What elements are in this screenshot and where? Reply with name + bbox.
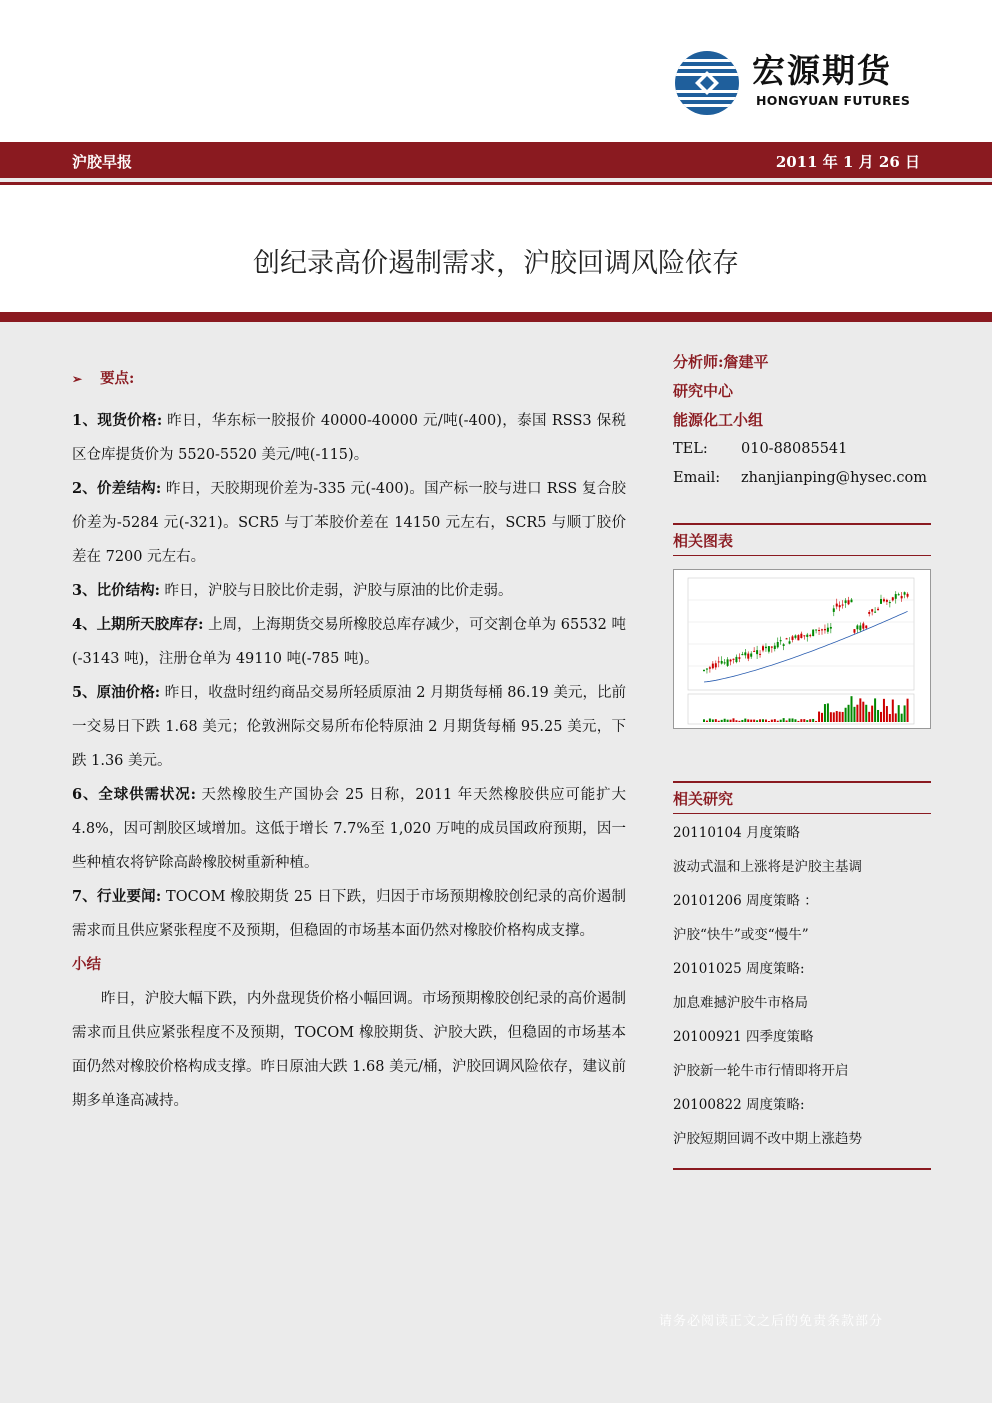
- key-point-head: 7、行业要闻:: [72, 888, 162, 905]
- key-point-text: 昨日，天胶期现价差为-335 元(-400)。国产标一胶与进口 RSS 复合胶价差为-5284 元(-321)。SCR5 与丁苯胶价差在 14150 元左右，SCR5 与顺丁胶价差在 7200 元左右。: [72, 481, 626, 565]
- key-point-head: 4、上期所天胶库存:: [72, 616, 204, 633]
- brand-name-en: HONGYUAN FUTURES: [756, 93, 911, 108]
- report-band: [0, 142, 992, 178]
- key-point-text: 昨日，华东标一胶报价 40000-40000 元/吨(-400)，泰国 RSS3 保税区仓库提货价为 5520-5520 美元/吨(-115)。: [72, 413, 626, 463]
- key-point-text: 昨日，沪胶与日胶比价走弱，沪胶与原油的比价走弱。: [159, 583, 513, 599]
- research-item[interactable]: 20110104 月度策略: [673, 825, 801, 841]
- research-item[interactable]: 沪胶短期回调不改中期上涨趋势: [673, 1131, 862, 1147]
- report-date: 2011 年 1 月 26 日: [775, 153, 920, 171]
- research-item[interactable]: 20100921 四季度策略: [673, 1029, 814, 1045]
- key-point-item: [72, 676, 626, 778]
- key-points-label: 要点:: [100, 370, 135, 387]
- email-label: Email:: [673, 470, 721, 486]
- key-point-item: [72, 880, 626, 948]
- key-point-item: [72, 574, 626, 608]
- research-center: 研究中心: [673, 382, 734, 400]
- title-area: [0, 182, 992, 315]
- key-point-text: 天然橡胶生产国协会 25 日称，2011 年天然橡胶供应可能扩大 4.8%，因可割胶区域增加。这低于增长 7.7%至 1,020 万吨的成员国政府预期，因一些种植农将铲除高龄橡胶树重新种植。: [72, 787, 626, 871]
- report-name: 沪胶早报: [72, 153, 133, 171]
- email-value[interactable]: zhanjianping@hysec.com: [741, 470, 928, 486]
- summary-heading: 小结: [72, 956, 101, 973]
- research-item[interactable]: 20101025 周度策略:: [673, 961, 805, 977]
- header: [0, 0, 992, 145]
- related-research-list: [673, 814, 931, 1170]
- email-row: [673, 464, 931, 493]
- related-chart-heading: 相关图表: [673, 523, 931, 556]
- analyst-name: 分析师:詹建平: [673, 353, 769, 371]
- key-point-head: 2、价差结构:: [72, 480, 162, 497]
- key-point-item: [72, 608, 626, 676]
- related-research-heading: 相关研究: [673, 781, 931, 814]
- disclaimer-footer: 请务必阅读正文之后的免责条款部分: [658, 1314, 883, 1329]
- key-point-head: 3、比价结构:: [72, 582, 160, 599]
- brand-name-cn: 宏源期货: [752, 51, 892, 90]
- research-item[interactable]: 波动式温和上涨将是沪胶主基调: [673, 859, 862, 875]
- key-point-text: 昨日，收盘时纽约商品交易所轻质原油 2 月期货每桶 86.19 美元，比前一交易日下跌 1.68 美元；伦敦洲际交易所布伦特原油 2 月期货每桶 95.25 美元，下跌 1.36 美元。: [72, 685, 626, 769]
- sidebar: [673, 348, 931, 1170]
- key-point-item: [72, 404, 626, 472]
- candlestick-chart-image: [674, 570, 930, 728]
- key-point-text: 上周，上海期货交易所橡胶总库存减少，可交割仓单为 65532 吨(-3143 吨)，注册仓单为 49110 吨(-785 吨)。: [72, 617, 626, 667]
- key-point-head: 6、全球供需状况:: [72, 786, 196, 803]
- title-divider: [0, 312, 992, 322]
- key-point-item: [72, 472, 626, 574]
- tel-value: 010-88085541: [741, 441, 848, 457]
- key-point-item: [72, 778, 626, 880]
- hongyuan-logo-icon: [674, 50, 740, 116]
- key-points-heading: [72, 362, 626, 396]
- key-point-text: TOCOM 橡胶期货 25 日下跌，归因于市场预期橡胶创纪录的高价遏制需求而且供应紧张程度不及预期，但稳固的市场基本面仍然对橡胶价格构成支撑。: [72, 889, 626, 939]
- price-chart-thumbnail: [673, 569, 931, 729]
- key-point-head: 1、现货价格:: [72, 412, 163, 429]
- main-content: [72, 362, 626, 1118]
- arrow-bullet-icon: ➢: [72, 372, 83, 386]
- research-item[interactable]: 20100822 周度策略:: [673, 1097, 805, 1113]
- key-point-head: 5、原油价格:: [72, 684, 161, 701]
- research-item[interactable]: 沪胶“快牛”或变“慢牛”: [673, 927, 809, 943]
- tel-label: TEL:: [673, 441, 708, 457]
- tel-row: [673, 435, 931, 464]
- research-item[interactable]: 沪胶新一轮牛市行情即将开启: [673, 1063, 849, 1079]
- research-item[interactable]: 加息难撼沪胶牛市格局: [673, 995, 808, 1011]
- page-title: 创纪录高价遏制需求，沪胶回调风险依存: [253, 248, 739, 279]
- research-item[interactable]: 20101206 周度策略 ：: [673, 893, 818, 909]
- summary-text: 昨日，沪胶大幅下跌，内外盘现货价格小幅回调。市场预期橡胶创纪录的高价遏制需求而且供应紧张程度不及预期，TOCOM 橡胶期货、沪胶大跌，但稳固的市场基本面仍然对橡胶价格构成支撑。昨日原油大跌 1.68 美元/桶，沪胶回调风险依存，建议前期多单逢高减持。: [72, 991, 626, 1109]
- analyst-group: 能源化工小组: [673, 411, 764, 429]
